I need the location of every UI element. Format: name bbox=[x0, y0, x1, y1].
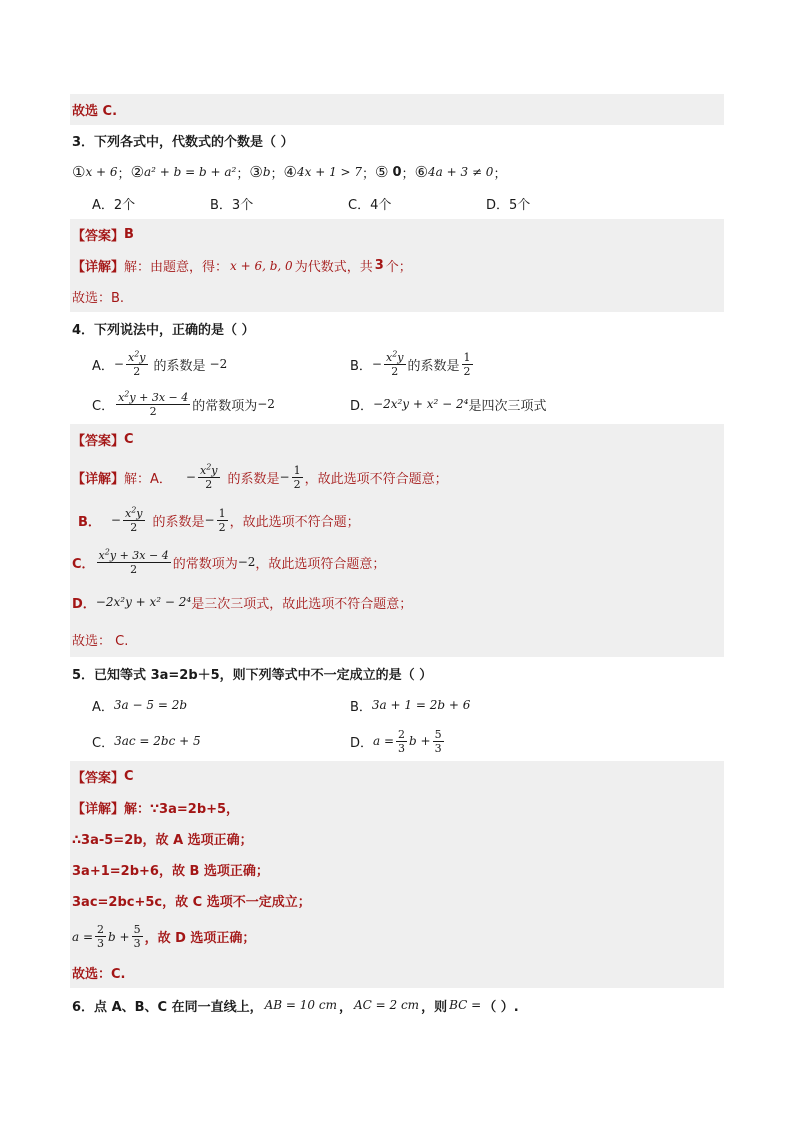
q2-conclusion-text: 故选 C. bbox=[72, 104, 118, 119]
q3-item-expr: x + 6 bbox=[85, 165, 118, 179]
q4-option-c bbox=[92, 384, 275, 424]
detail-expr: −2x²y + x² − 2⁴ bbox=[95, 595, 192, 609]
option-expr: 3a + 1 = 2b + 6 bbox=[371, 698, 471, 712]
q3-item-expr: a² + b = b + a² bbox=[144, 165, 237, 179]
q6-expr-ac: AC = 2 cm bbox=[353, 998, 420, 1012]
q5-option-d: D． a = $\frac{2}{3}$ b + $\frac{5}{3}$ bbox=[350, 727, 442, 755]
q5-options-ab bbox=[70, 689, 724, 721]
q3-item-mark: ① bbox=[72, 163, 86, 181]
q3-stem bbox=[70, 125, 724, 156]
answer-value: B bbox=[124, 227, 134, 242]
q5-conclusion bbox=[70, 957, 724, 988]
q5-option-a bbox=[92, 689, 187, 721]
q3-answer bbox=[70, 219, 724, 250]
detail-text: 3a+1=2b+6，故 B 选项正确； bbox=[72, 864, 269, 879]
q3-item-mark: ② bbox=[130, 163, 145, 181]
q3-conclusion bbox=[70, 281, 724, 312]
document-page bbox=[70, 94, 724, 1022]
fraction: $\frac{2}{3}$ bbox=[398, 727, 406, 755]
answer-tag: 【答案】 bbox=[72, 434, 125, 449]
q5-answer bbox=[70, 761, 724, 792]
detail-expr: x + 6, b, 0 bbox=[230, 258, 293, 273]
q6-stem-text: 6．点 A、B、C 在同一直线上， bbox=[72, 999, 263, 1015]
option-text: 是四次三项式 bbox=[468, 398, 547, 414]
q4-detail-b: B． − $\frac{x^2y}{2}$ 的系数是 − $\frac{1}{2}$ ，故此选项不符合题； bbox=[70, 499, 724, 541]
q3-option-a: A．2个 bbox=[92, 198, 136, 213]
detail-tag: 【详解】 bbox=[72, 802, 125, 817]
detail-text: 的常数项为 bbox=[172, 556, 238, 572]
detail-text: 为代数式，共 bbox=[294, 260, 373, 275]
option-text: 的常数项为 bbox=[192, 398, 258, 414]
q6-stem bbox=[70, 988, 724, 1022]
q3-option-d: D．5个 bbox=[486, 198, 531, 213]
option-label: B． bbox=[350, 358, 372, 374]
q3-stem-text: 3．下列各式中，代数式的个数是（ ） bbox=[72, 135, 294, 150]
q5-detail-3 bbox=[70, 854, 724, 885]
q3-item-expr: 4a + 3 ≠ 0 bbox=[428, 165, 494, 179]
option-label: A． bbox=[92, 358, 114, 374]
q4-detail-a: 【详解】 解：A． − $\frac{x^2y}{2}$ 的系数是 − $\frac{1}{2}$ ，故此选项不符合题意； bbox=[70, 455, 724, 499]
detail-text: 解：由题意，得： bbox=[124, 260, 229, 275]
detail-text: 解：A． bbox=[124, 471, 172, 487]
q4-stem bbox=[70, 312, 724, 344]
option-label: A． bbox=[92, 699, 114, 715]
detail-tag: 【详解】 bbox=[72, 260, 125, 275]
q5-detail-4 bbox=[70, 885, 724, 916]
q3-detail bbox=[70, 250, 724, 281]
option-text: 的系数是 bbox=[407, 358, 460, 374]
q6-stem-text: （ ）. bbox=[483, 999, 519, 1015]
answer-tag: 【答案】 bbox=[72, 229, 125, 244]
q3-item-expr: 4x + 1 > 7 bbox=[296, 165, 363, 179]
q3-option-c: C．4个 bbox=[348, 198, 392, 213]
q4-answer bbox=[70, 424, 724, 455]
detail-text: ，故 D 选项正确； bbox=[144, 931, 256, 946]
q4-conclusion bbox=[70, 621, 724, 657]
detail-text: 3ac=2bc+5c，故 C 选项不一定成立； bbox=[72, 895, 311, 910]
option-label: D． bbox=[350, 398, 374, 414]
conclusion-text: 故选：C. bbox=[72, 967, 126, 982]
fraction: $\frac{5}{3}$ bbox=[434, 727, 442, 755]
option-expr: 3a − 5 = 2b bbox=[113, 698, 188, 712]
detail-count: 3 bbox=[374, 258, 384, 273]
q3-item-mark: ⑤ bbox=[375, 163, 389, 181]
q6-expr-bc: BC = bbox=[449, 998, 482, 1012]
q5-stem bbox=[70, 657, 724, 689]
option-expr: −2x²y + x² − 2⁴ bbox=[373, 397, 469, 411]
conclusion-text: 故选： C. bbox=[72, 633, 129, 649]
fraction: $\frac{5}{3}$ bbox=[133, 923, 141, 950]
fraction: $\frac{1}{2}$ bbox=[218, 506, 226, 534]
q3-item-mark: ④ bbox=[283, 163, 297, 181]
fraction: $\frac{x^2y}{2}$ bbox=[124, 504, 143, 534]
detail-text: 个； bbox=[385, 260, 412, 275]
detail-text: ∴3a-5=2b，故 A 选项正确； bbox=[72, 833, 253, 848]
detail-label: B． bbox=[78, 514, 101, 530]
q6-stem-text: ，则 bbox=[421, 999, 448, 1015]
q4-options-ab bbox=[70, 344, 724, 384]
detail-text: ，故此选项符合题意； bbox=[255, 556, 386, 572]
q3-item-mark: ③ bbox=[249, 163, 263, 181]
detail-text: ，故此选项不符合题； bbox=[229, 514, 360, 530]
q2-conclusion bbox=[70, 94, 724, 125]
q4-option-b: B． − $\frac{x^2y}{2}$ 的系数是 $\frac{1}{2}$ bbox=[350, 348, 471, 378]
conclusion-text: 故选：B. bbox=[72, 291, 125, 306]
detail-text: 是三次三项式，故此选项不符合题意； bbox=[191, 596, 413, 612]
detail-tag: 【详解】 bbox=[72, 471, 125, 487]
answer-value: C bbox=[124, 769, 134, 784]
detail-text: 的系数是 bbox=[152, 514, 205, 530]
detail-label: D． bbox=[72, 596, 96, 612]
answer-value: C bbox=[124, 432, 134, 447]
detail-text: 解：∵3a=2b+5， bbox=[124, 802, 240, 817]
q5-detail-1 bbox=[70, 792, 724, 823]
fraction: $\frac{x^2y}{2}$ bbox=[385, 348, 404, 378]
q5-stem-text: 5．已知等式 3a=2b＋5，则下列等式中不一定成立的是（ ） bbox=[72, 667, 433, 683]
q4-option-d bbox=[350, 384, 546, 424]
q6-stem-text: ， bbox=[338, 999, 352, 1015]
q4-stem-text: 4．下列说法中，正确的是（ ） bbox=[72, 322, 255, 338]
q4-option-a: A． − $\frac{x^2y}{2}$ 的系数是 −2 bbox=[92, 348, 228, 378]
q5-options-cd bbox=[70, 721, 724, 761]
option-label: C． bbox=[92, 398, 115, 414]
q3-items: ① x + 6 ； ② a² + b = b + a² ； ③ b ； ④ 4x + 1 > 7 ； ⑤ 0 ； ⑥ 4a + 3 ≠ 0 ； bbox=[72, 163, 507, 182]
q3-option-b: B．3个 bbox=[210, 198, 254, 213]
detail-text: 的系数是 bbox=[227, 471, 280, 487]
option-label: D． bbox=[350, 735, 374, 751]
q4-detail-d bbox=[70, 583, 724, 621]
q3-item-mark: ⑥ bbox=[414, 163, 429, 181]
fraction: $\frac{1}{2}$ bbox=[293, 463, 301, 491]
fraction: $\frac{x^2y}{2}$ bbox=[199, 461, 218, 491]
detail-text: ，故此选项不符合题意； bbox=[304, 471, 448, 487]
q4-detail-c bbox=[70, 541, 724, 583]
option-text: 的系数是 bbox=[153, 358, 206, 374]
q4-options-cd bbox=[70, 384, 724, 424]
q5-option-b bbox=[350, 689, 470, 721]
q6-expr-ab: AB = 10 cm bbox=[264, 998, 337, 1012]
fraction: $\frac{x^2y + 3x - 4}{2}$ bbox=[118, 388, 189, 418]
option-value: −2 bbox=[209, 357, 228, 371]
answer-tag: 【答案】 bbox=[72, 771, 125, 786]
q3-item-expr: 0 bbox=[392, 164, 402, 180]
detail-label: C． bbox=[72, 556, 95, 572]
q3-options bbox=[70, 188, 724, 219]
q5-option-c bbox=[92, 721, 201, 761]
fraction: $\frac{2}{3}$ bbox=[97, 923, 105, 950]
option-label: C． bbox=[92, 735, 115, 751]
fraction: $\frac{1}{2}$ bbox=[463, 350, 471, 378]
q5-detail-2 bbox=[70, 823, 724, 854]
fraction: $\frac{x^2y + 3x - 4}{2}$ bbox=[98, 546, 169, 576]
detail-value: −2 bbox=[237, 555, 256, 569]
q5-detail-5: a = $\frac{2}{3}$ b + $\frac{5}{3}$ ，故 D 选项正确； bbox=[70, 916, 724, 957]
option-expr: 3ac = 2bc + 5 bbox=[114, 734, 201, 748]
option-label: B． bbox=[350, 699, 372, 715]
option-value: −2 bbox=[257, 397, 275, 411]
q3-item-expr: b bbox=[262, 165, 271, 179]
fraction: $\frac{x^2y}{2}$ bbox=[127, 348, 146, 378]
